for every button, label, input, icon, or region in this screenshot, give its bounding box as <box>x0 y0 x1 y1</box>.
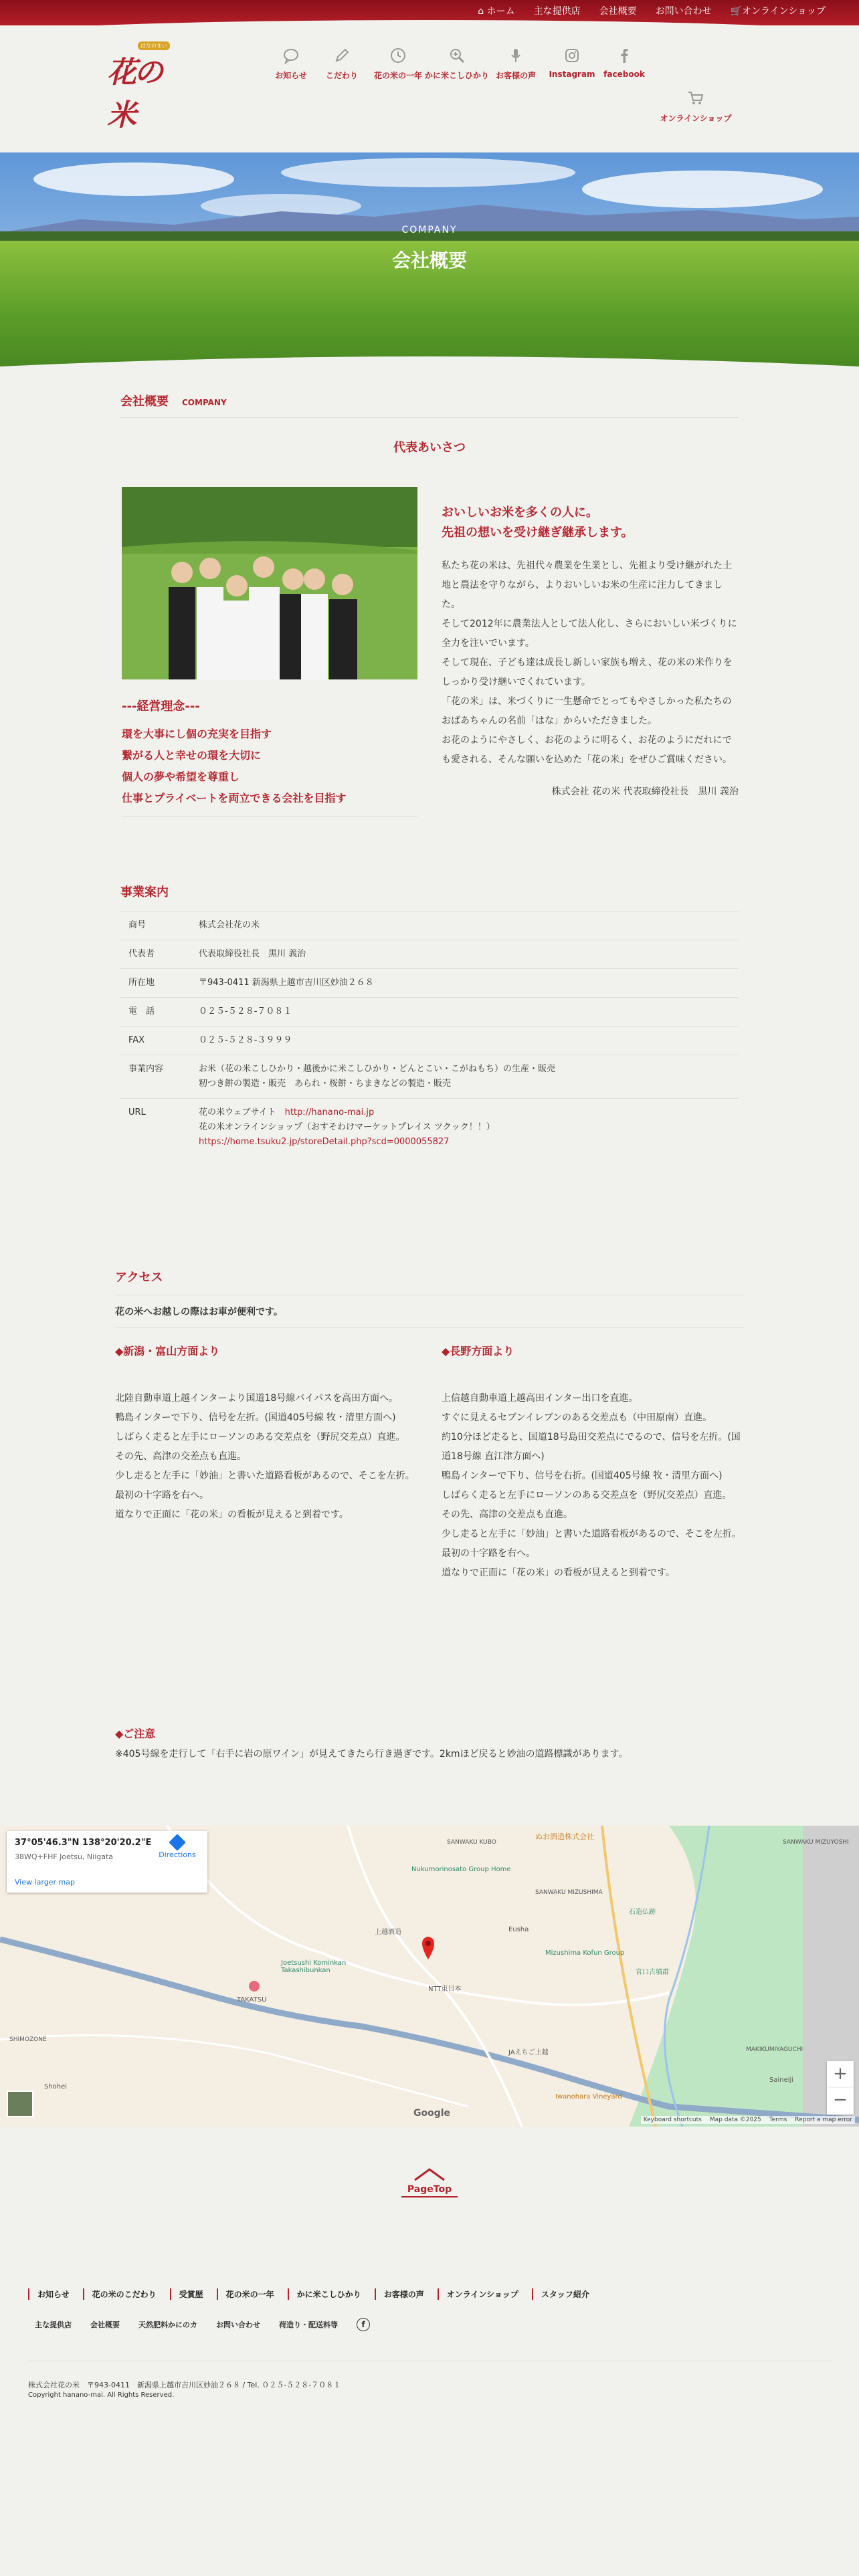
map-label: Mizushima Kofun Group <box>545 1949 625 1957</box>
access-step: 上信越自動車道上越高田インター出口を直進。 <box>442 1393 638 1404</box>
footer-link[interactable]: スタッフ紹介 <box>532 2288 597 2300</box>
footer-address: 株式会社花の米 〒943-0411 新潟県上越市吉川区妙油２６８ / Tel. ０２５-５２８-７０８１ <box>28 2381 341 2389</box>
pagetop-button[interactable] <box>401 2167 458 2197</box>
access-step: その先、高津の交差点も直進。 <box>442 1509 573 1520</box>
access-step: すぐに見えるセブンイレブンのある交差点も（中田原南）直進。 <box>442 1412 712 1423</box>
row-key: 事業内容 <box>120 1055 191 1099</box>
clock-icon <box>389 47 407 64</box>
instagram-icon <box>563 47 581 64</box>
row-key: 商号 <box>120 911 191 940</box>
philosophy-item: 環を大事にし個の充実を目指す <box>122 728 272 740</box>
access-step: 道なりで正面に「花の米」の看板が見えると到着です。 <box>442 1568 675 1578</box>
access-step: 道なりで正面に「花の米」の看板が見えると到着です。 <box>115 1509 349 1520</box>
view-larger-map-link[interactable]: View larger map <box>15 1878 75 1887</box>
top-nav-contact[interactable]: お問い合わせ <box>655 6 712 17</box>
google-logo: Google <box>413 2108 451 2119</box>
row-line: 籾つき餅の製造・販売 あられ・桜餅・ちまきなどの製造・販売 <box>199 1079 452 1089</box>
map-label: NTT東日本 <box>428 1985 462 1993</box>
greeting-paragraph: お花のようにやさしく、お花のように明るく、お花のようにだれにでも愛される、そんな願いを込めた「花の米」をぜひご賞味ください。 <box>442 735 732 765</box>
footer-link[interactable]: 会社概要 <box>90 2321 120 2329</box>
row-key: URL <box>120 1099 191 1157</box>
directions-button[interactable] <box>154 1836 201 1859</box>
nav-kanimai[interactable] <box>423 47 490 81</box>
logo-badge: はなのまい <box>138 41 170 50</box>
row-line: お米（花の米こしひかり・越後かに米こしひかり・どんとこい・こがねもち）の生産・販売 <box>199 1064 556 1074</box>
access-step: 最初の十字路を右へ。 <box>442 1548 535 1559</box>
map-label: TAKATSU <box>237 1996 267 2004</box>
map-label: MAKIKUMIYAGUCHI <box>746 2046 803 2053</box>
greeting-text <box>442 503 739 798</box>
row-key: 所在地 <box>120 969 191 998</box>
philosophy-block <box>122 697 417 817</box>
footer-nav-1 <box>28 2288 603 2300</box>
note-text: ※405号線を走行して「右手に岩の原ワイン」が見えてきたら行き過ぎです。2kmほど戻ると妙油の道路標識があります。 <box>115 1749 628 1759</box>
row-value: 代表取締役社長 黒川 義治 <box>191 940 739 969</box>
access-step: しばらく走ると左手にローソンのある交差点を（野尻交差点）直進。 <box>442 1490 732 1501</box>
staff-photo <box>122 487 417 679</box>
website-link[interactable]: http://hanano-mai.jp <box>284 1107 375 1117</box>
map-label: SHIMOZONE <box>9 2036 47 2043</box>
shop-link[interactable]: https://home.tsuku2.jp/storeDetail.php?scd=0000055827 <box>199 1137 450 1147</box>
map-label: Saineiji <box>769 2076 794 2084</box>
philosophy-item: 繋がる人と幸せの環を大切に <box>122 749 262 762</box>
top-nav <box>478 4 826 17</box>
access-step: 約10分ほど走ると、国道18号島田交差点にでるので、信号を左折。(国道18号線 直江津方面へ) <box>442 1432 741 1462</box>
footer-link[interactable]: 受賞歴 <box>170 2288 211 2300</box>
greeting-paragraph: 「花の米」は、米づくりに一生懸命でとってもやさしかった私たちのおばあちゃんの名前「はな」からいただきました。 <box>442 696 732 726</box>
row-key: 代表者 <box>120 940 191 969</box>
footer-link[interactable]: お問い合わせ <box>216 2321 260 2329</box>
nav-year-label: 花の米の一年 <box>373 71 422 80</box>
top-nav-shop[interactable] <box>731 4 826 17</box>
map-label: 宮口古墳群 <box>636 1969 669 1976</box>
footer-link[interactable]: 天然肥料かにのカ <box>138 2321 197 2329</box>
divider <box>120 417 739 418</box>
nav-voice-label: お客様の声 <box>495 71 536 80</box>
greeting-catch-1: おいしいお米を多くの人に。 <box>442 506 598 520</box>
greeting-catch-2: 先祖の想いを受け継ぎ継承します。 <box>442 526 634 540</box>
footer-link[interactable]: 花の米のこだわり <box>83 2288 165 2300</box>
row-value <box>191 1055 739 1099</box>
footer-link[interactable]: 荷造り・配送料等 <box>279 2321 338 2329</box>
map-info-card <box>7 1831 207 1893</box>
divider <box>122 816 417 817</box>
nav-kodawari-label: こだわり <box>325 71 358 80</box>
access-note <box>115 1725 744 1762</box>
nav-onlineshop[interactable] <box>652 90 739 124</box>
zoom-out-button[interactable]: − <box>827 2088 854 2115</box>
access-step: 最初の十字路を右へ。 <box>115 1490 209 1501</box>
row-key: FAX <box>120 1027 191 1055</box>
business-heading: 事業案内 <box>120 885 169 899</box>
table-row <box>120 1099 739 1157</box>
directions-label: Directions <box>159 1850 196 1859</box>
map-label: Shohei <box>44 2083 68 2090</box>
table-row <box>120 940 739 969</box>
map-label: SANWAKU KUBO <box>447 1839 496 1846</box>
copyright: Copyright hanano-mai. All Rights Reserved. <box>28 2391 175 2399</box>
company-heading-label: 会社概要 <box>120 395 169 409</box>
divider <box>115 1327 744 1328</box>
top-nav-home-label: ホーム <box>486 6 515 17</box>
company-section <box>120 392 739 455</box>
url-label: 花の米ウェブサイト <box>199 1107 276 1117</box>
philosophy-item: 仕事とプライベートを両立できる会社を目指す <box>122 792 347 804</box>
site-logo[interactable] <box>107 41 181 132</box>
access-step: その先、高津の交差点も直進。 <box>115 1451 246 1462</box>
keyboard-shortcuts-link[interactable]: Keyboard shortcuts <box>643 2117 702 2123</box>
access-left-title: ◆新潟・富山方面より <box>115 1345 220 1358</box>
map-attribution <box>641 2116 855 2124</box>
map-data-text: Map data ©2025 <box>709 2117 761 2123</box>
footer-link[interactable]: お客様の声 <box>375 2288 432 2300</box>
map-label: Iwanohara Vineyard <box>555 2093 622 2101</box>
top-nav-shops[interactable]: 主な提供店 <box>533 6 581 17</box>
map-label: Nukumorinosato Group Home <box>411 1866 511 1873</box>
access-heading: アクセス <box>115 1271 163 1285</box>
url-label: 花の米オンラインショップ（おすそわけマーケットプレイス ツクック！！） <box>199 1122 495 1132</box>
access-left <box>115 1343 416 1525</box>
nav-onlineshop-label: オンラインショップ <box>660 114 732 123</box>
greeting-sign: 株式会社 花の米 代表取締役社長 黒川 義治 <box>551 786 739 797</box>
nav-news-label: お知らせ <box>275 71 307 80</box>
company-heading <box>120 392 739 409</box>
nav-year[interactable] <box>365 47 432 81</box>
greeting-paragraph: そして2012年に農業法人として法人化し、さらにおいしい米づくりに全力を注いでいます。 <box>442 619 737 649</box>
main-nav <box>258 41 753 135</box>
nav-facebook[interactable] <box>591 47 658 79</box>
access-lead: 花の米へお越しの際はお車が便利です。 <box>115 1307 283 1317</box>
access-step: しばらく走ると左手にローソンのある交差点を（野尻交差点）直進。 <box>115 1432 405 1442</box>
top-nav-home[interactable]: ⌂ ホーム <box>478 6 515 17</box>
row-value: ０２５-５２８-３９９９ <box>191 1027 739 1055</box>
footer-nav-2 <box>35 2318 370 2331</box>
row-value: ０２５-５２８-７０８１ <box>191 998 739 1027</box>
access-section <box>115 1268 744 1328</box>
business-table <box>120 911 739 1156</box>
chat-icon <box>282 47 300 64</box>
access-step: 少し走ると左手に「妙油」と書いた道路看板があるので、そこを左折。 <box>115 1471 415 1481</box>
logo-text: 花の米 <box>107 56 161 132</box>
map-label: 上越酒造 <box>375 1929 401 1936</box>
map-label: SANWAKU MIZUYOSHI <box>783 1839 849 1846</box>
map-label: Joetsushi Kominkan Takashibunkan <box>281 1959 347 1974</box>
footer-link[interactable]: 主な提供店 <box>35 2321 72 2329</box>
mic-icon <box>507 47 524 64</box>
table-row <box>120 998 739 1027</box>
zoom-in-button[interactable]: + <box>827 2061 854 2088</box>
row-value: 〒943-0411 新潟県上越市吉川区妙油２６８ <box>191 969 739 998</box>
greeting-paragraph: そして現在、子ども達は成長し新しい家族も増え、花の米の米作りをしっかり受け継いでくれています。 <box>442 657 733 687</box>
top-nav-company[interactable]: 会社概要 <box>599 6 637 17</box>
footer-link[interactable]: かに米こしひかり <box>288 2288 369 2300</box>
map-layer-thumbnail[interactable] <box>7 2090 33 2117</box>
facebook-icon[interactable]: f <box>357 2318 370 2331</box>
chevron-up-icon <box>413 2167 446 2181</box>
business-section <box>120 883 739 1156</box>
table-row <box>120 911 739 940</box>
url-line-1 <box>199 1105 731 1120</box>
row-value <box>191 1099 739 1157</box>
access-step: 北陸自動車道上越インターより国道18号線バイパスを高田方面へ。 <box>115 1393 398 1404</box>
footer-link[interactable]: 花の米の一年 <box>217 2288 282 2300</box>
map-label: Eusha <box>508 1926 529 1933</box>
facebook-icon <box>615 47 633 64</box>
nav-facebook-label: facebook <box>603 70 645 79</box>
philosophy-title: ---経営理念--- <box>122 700 200 714</box>
access-right-title: ◆長野方面より <box>442 1345 514 1358</box>
report-error-link[interactable]: Report a map error <box>795 2117 852 2123</box>
table-row <box>120 1027 739 1055</box>
access-step: 少し走ると左手に「妙油」と書いた道路看板があるので、そこを左折。 <box>442 1529 741 1539</box>
cart-icon <box>687 90 704 107</box>
terms-link[interactable]: Terms <box>769 2117 787 2123</box>
pagetop-label: PageTop <box>401 2184 458 2197</box>
google-map[interactable] <box>0 1826 859 2127</box>
zoom-icon <box>448 47 466 64</box>
access-right <box>442 1343 743 1583</box>
nav-instagram-label: Instagram <box>549 70 595 79</box>
greeting-title: 代表あいさつ <box>393 441 466 455</box>
company-heading-en: COMPANY <box>182 398 227 407</box>
map-coords: 37°05'46.3"N 138°20'20.2"E <box>15 1838 152 1848</box>
top-nav-shop-label: オンラインショップ <box>742 6 826 17</box>
access-step: 鴨島インターで下り、信号を右折。(国道405号線 牧・清里方面へ) <box>442 1471 723 1481</box>
note-title: ◆ご注意 <box>115 1727 156 1740</box>
hero-subtitle: COMPANY <box>401 225 458 235</box>
pencil-icon <box>333 47 351 64</box>
nav-kanimai-label: かに米こしひかり <box>424 71 489 80</box>
greeting-paragraph: 私たち花の米は、先祖代々農業を生業とし、先祖より受け継がれた土地と農法を守りながら、よりおいしいお米の生産に注力してきました。 <box>442 560 732 610</box>
map-label: 石造仏跡 <box>629 1909 656 1916</box>
footer-link[interactable]: オンラインショップ <box>438 2288 527 2300</box>
map-label: ぬお酒造株式会社 <box>535 1832 594 1841</box>
map-plus-code: 38WQ+FHF Joetsu, Niigata <box>15 1852 114 1861</box>
philosophy-item: 個人の夢や希望を尊重し <box>122 770 240 783</box>
row-value: 株式会社花の米 <box>191 911 739 940</box>
map-label: SANWAKU MIZUSHIMA <box>535 1889 603 1896</box>
map-label: JAえちご上越 <box>508 2049 549 2056</box>
directions-icon <box>169 1834 185 1850</box>
hero-banner <box>0 152 859 393</box>
footer-link[interactable]: お知らせ <box>28 2288 78 2300</box>
cart-icon: 🛒 <box>730 6 743 17</box>
hero-title: 会社概要 <box>391 249 467 272</box>
hero-image <box>0 152 859 393</box>
table-row <box>120 969 739 998</box>
access-step: 鴨島インターで下り、信号を左折。(国道405号線 牧・清里方面へ) <box>115 1412 396 1423</box>
row-key: 電 話 <box>120 998 191 1027</box>
table-row <box>120 1055 739 1099</box>
